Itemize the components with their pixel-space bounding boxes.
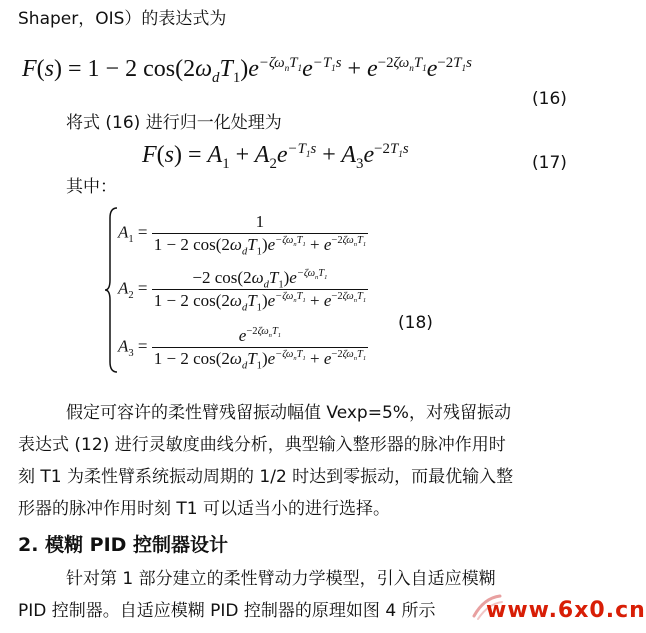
equation-18-label: (18)	[398, 313, 433, 333]
equation-16: F(s) = 1 − 2 $\cos(2\omega_dT_1)e^{-\zeta\omega_nT_1}e^{-T_1s} + e^{-2\zeta\omega_nT_1}e^{-2T_1s}$	[22, 55, 472, 86]
equation-18-a3: $A_3$ = $\frac{e^{-2\zeta\omega_nT_1}}{1 - 2 \cos(2\omega_dT_1)e^{-\zeta\omega_nT_1} + e^{-2\zeta\omega_nT_1}}$	[118, 326, 367, 372]
section-heading: 2. 模糊 PID 控制器设计	[18, 534, 229, 556]
equation-18-a1: $A_1$ = $\frac{1}{1 - 2 \cos(2\omega_dT_1)e^{-\zeta\omega_nT_1} + e^{-2\zeta\omega_nT_1}}$	[118, 212, 367, 258]
body-line-3: 刻 T1 为柔性臂系统振动周期的 1/2 时达到零振动，而最优输入整	[18, 467, 514, 487]
watermark-text: www.6x0.cn	[486, 598, 646, 623]
body-line-1: 假定可容许的柔性臂残留振动幅值 Vexp=5%，对残留振动	[66, 403, 511, 423]
equation-18-a2: $A_2$ = $\frac{-2 \cos(2\omega_dT_1)e^{-\zeta\omega_nT_1}}{1 - 2 \cos(2\omega_dT_1)e^{-\zeta\omega_nT_1} + e^{-2\zeta\omega_nT_1}}$	[118, 268, 367, 314]
body-line-2: 表达式 (12) 进行灵敏度曲线分析，典型输入整形器的脉冲作用时	[18, 435, 506, 455]
equation-17-label: (17)	[532, 153, 567, 173]
equation-16-label: (16)	[532, 89, 567, 109]
body-line-4: 形器的脉冲作用时刻 T1 可以适当小的进行选择。	[18, 499, 391, 519]
equation-17: $F(s) = A_1 + A_2e^{-T_1s} + A_3e^{-2T_1s}$	[142, 141, 409, 172]
normalize-text: 将式 (16) 进行归一化处理为	[66, 113, 282, 133]
intro-text: Shaper，OIS）的表达式为	[18, 9, 227, 29]
section-line-2: PID 控制器。自适应模糊 PID 控制器的原理如图 4 所示	[18, 601, 436, 621]
where-text: 其中：	[66, 177, 117, 197]
section-line-1: 针对第 1 部分建立的柔性臂动力学模型，引入自适应模糊	[66, 569, 496, 589]
